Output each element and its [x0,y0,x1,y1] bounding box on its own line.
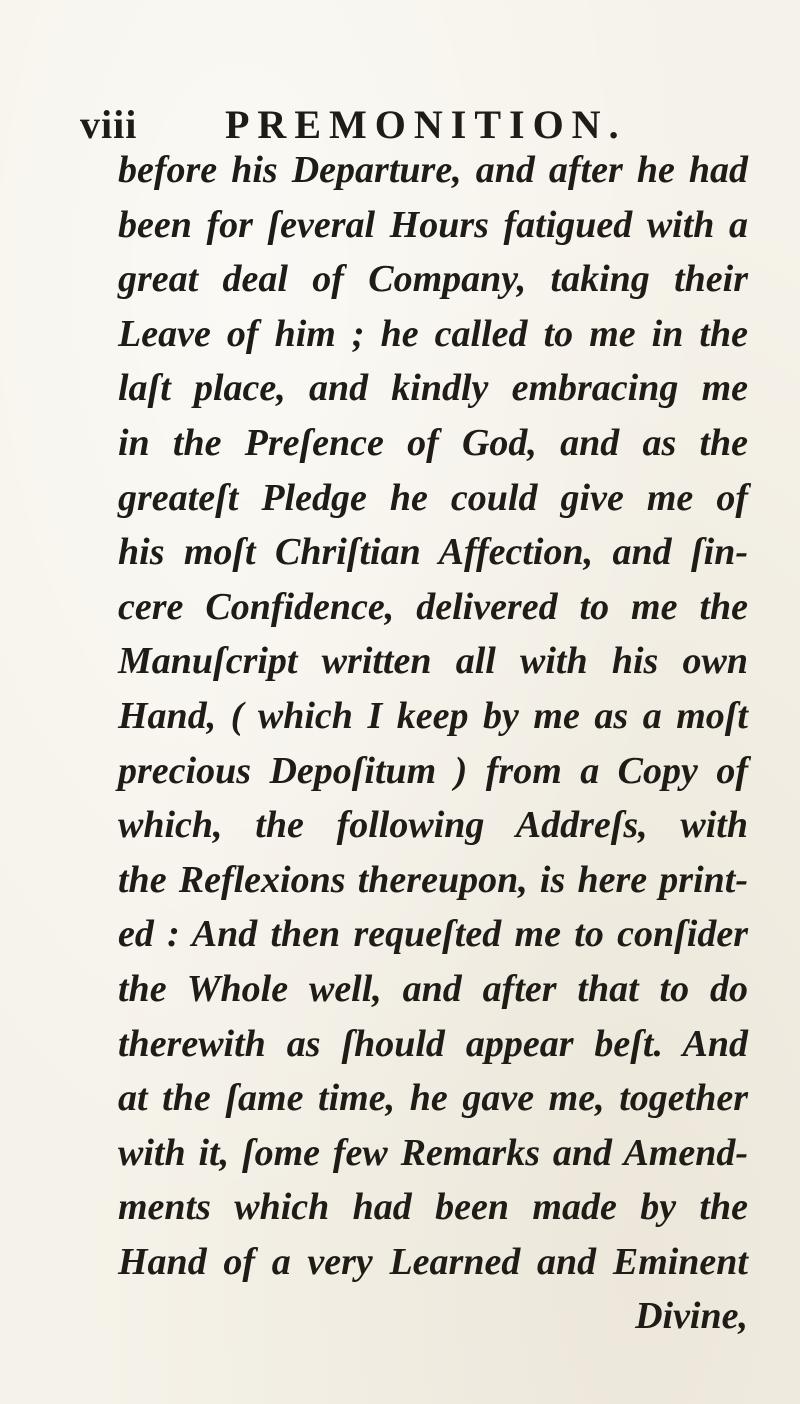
text-line: the Whole well, and after that to do [118,967,748,1010]
text-line: in the Preſence of God, and as the [118,421,748,464]
running-head-title: PREMONITION. [225,102,627,147]
text-line: therewith as ſhould appear beſt. And [118,1022,748,1065]
text-line: great deal of Company, taking their [118,258,748,301]
text-line: Manuſcript written all with his own [118,640,748,683]
text-line: been for ſeveral Hours fatigued with a [118,203,748,246]
text-line: Divine, [635,1295,748,1338]
text-line: cere Confidence, delivered to me the [118,585,748,628]
text-line: precious Depoſitum ) from a Copy of [118,749,748,792]
text-line: his moſt Chriſtian Affection, and ſin- [118,531,748,574]
text-line: Leave of him ; he called to me in the [118,312,748,355]
page-number: viii [80,102,138,147]
text-line: ments which had been made by the [118,1186,748,1229]
text-line: the Reflexions thereupon, is here print- [118,858,748,901]
text-line: with it, ſome few Remarks and Amend- [118,1131,748,1174]
text-line: Hand of a very Learned and Eminent [118,1240,748,1283]
text-line: Hand, ( which I keep by me as a moſt [118,694,748,737]
text-line: greateſt Pledge he could give me of [118,476,748,519]
text-line: at the ſame time, he gave me, together [118,1077,748,1120]
text-line: ed : And then requeſted me to conſider [118,913,748,956]
text-line: before his Departure, and after he had [118,149,748,191]
body-text [118,143,748,1344]
text-line: which, the following Addreſs, with [118,804,748,847]
text-line: laſt place, and kindly embracing me [118,367,748,410]
